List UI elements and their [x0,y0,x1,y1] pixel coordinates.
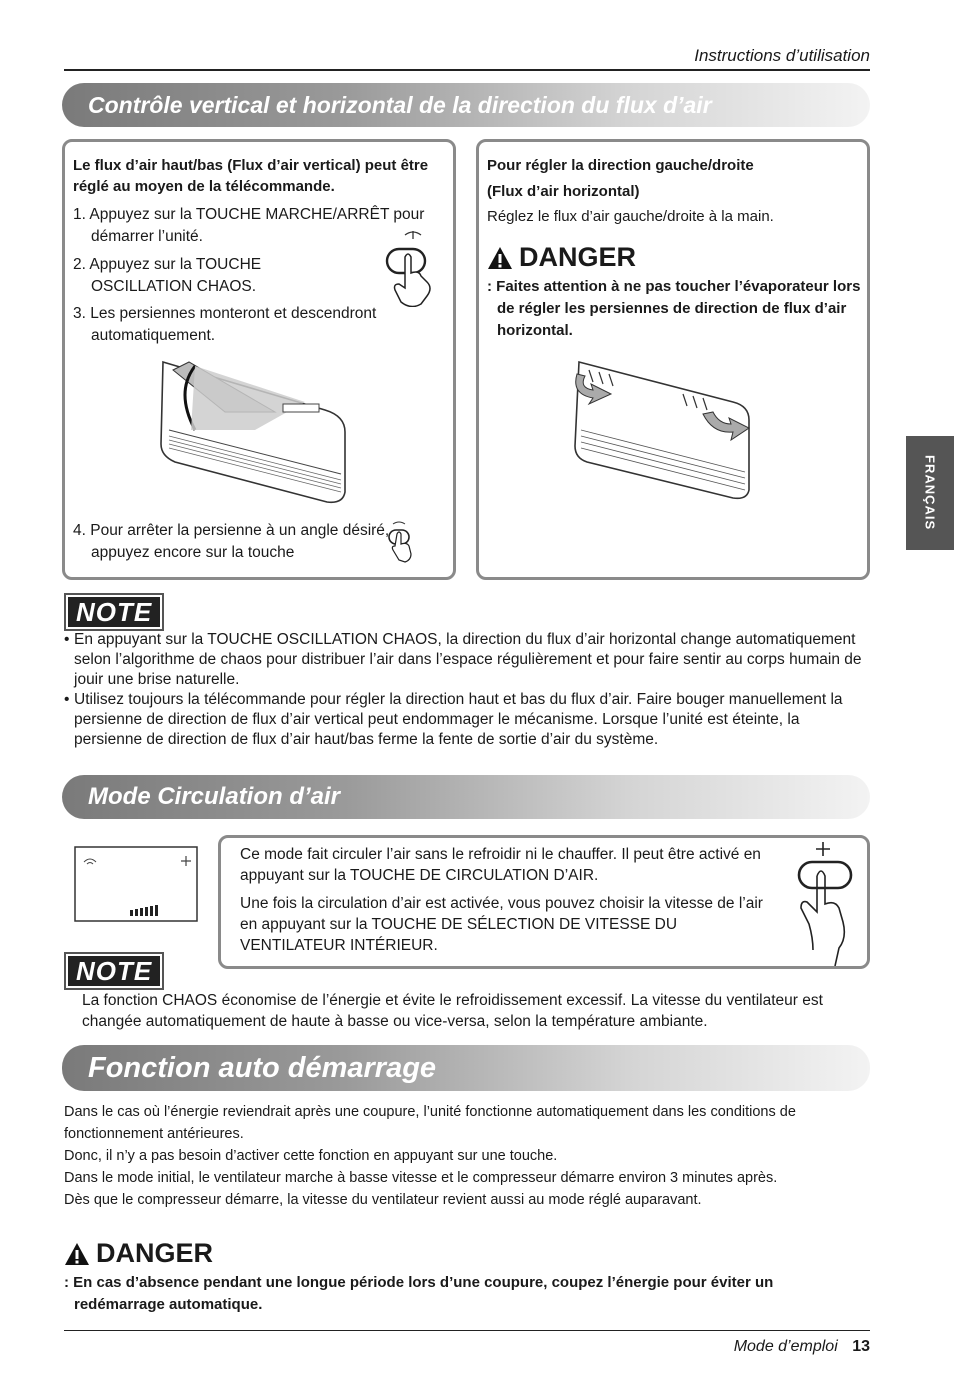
auto-restart-line: Dans le cas où l’énergie reviendrait après une coupure, l’unité fonctionne automatiquement dans les conditions de fonctionnement antérieures. [64,1104,796,1142]
danger-text: : Faites attention à ne pas toucher l’évaporateur lors de régler les persiennes de direction de flux d’air horizontal. [487,278,861,339]
auto-restart-text [64,1101,870,1211]
indoor-unit-horizontal-illustration [563,354,763,504]
footer [734,1338,870,1356]
language-tab: FRANÇAIS [906,436,954,550]
danger-label-2: DANGER [96,1238,214,1268]
step-3: 3. Les persiennes monteront et descendront automatiquement. [73,305,377,344]
step-2: 2. Appuyez sur la TOUCHE OSCILLATION CHAOS. [73,256,262,295]
warning-icon [487,246,513,270]
indoor-unit-vertical-swing-illustration [155,352,365,512]
vertical-airflow-box [62,139,456,580]
remote-display-illustration [74,846,198,922]
horizontal-heading-1: Pour régler la direction gauche/droite [487,157,754,174]
page-number: 13 [852,1338,870,1355]
vertical-airflow-intro: Le flux d’air haut/bas (Flux d’air vertical) peut être réglé au moyen de la télécommande. [73,157,429,195]
header-rule [64,69,870,71]
chaos-note: La fonction CHAOS économise de l’énergie et évite le refroidissement excessif. La vitesse du ventilateur est changée automatiquement de haute à basse ou vice-versa, selon la température ambiante. [82,992,823,1030]
swing-button-small-icon [385,520,425,564]
horizontal-text: Réglez le flux d’air gauche/droite à la main. [487,208,774,225]
danger-text-2: : En cas d’absence pendant une longue période lors d’une coupure, coupez l’énergie pour éviter un redémarrage automatique. [64,1274,774,1313]
danger-heading [487,242,636,273]
footer-label: Mode d’emploi [733,1338,838,1355]
note-list [64,630,870,750]
note-badge: NOTE [64,593,164,631]
step-4: 4. Pour arrêter la persienne à un angle désiré, appuyez encore sur la touche [73,522,390,561]
section-title-circulation: Mode Circulation d’air [62,775,870,819]
running-header: Instructions d’utilisation [694,46,870,65]
swing-button-hand-icon [383,227,445,307]
step-1: 1. Appuyez sur la TOUCHE MARCHE/ARRÊT pour démarrer l’unité. [73,206,425,245]
horizontal-heading-2: (Flux d’air horizontal) [487,183,640,200]
section-title-airflow: Contrôle vertical et horizontal de la direction du flux d’air [62,83,870,127]
auto-restart-line: Donc, il n’y a pas besoin d’activer cette fonction en appuyant sur une touche. [64,1148,558,1164]
danger-label: DANGER [519,242,637,272]
circulation-para-1: Ce mode fait circuler l’air sans le refroidir ni le chauffer. Il peut être activé en appuyant sur la TOUCHE DE CIRCULATION D’AIR. [240,846,761,884]
horizontal-airflow-box [476,139,870,580]
note-badge-2: NOTE [64,952,164,990]
danger-heading-2 [64,1238,213,1269]
section-title-auto-restart: Fonction auto démarrage [62,1045,870,1091]
circulation-box [218,835,870,969]
footer-rule [64,1330,870,1331]
note-item: • Utilisez toujours la télécommande pour régler la direction haut et bas du flux d’air. Faire bouger manuellement la persienne de direction de flux d’air vertical peut endommager le mécanisme. Lorsque l’unité est éteinte, la persienne de direction de flux d’air haut/bas ferme la fente de sortie d’air du système. [64,690,870,750]
circulation-para-2: Une fois la circulation d’air est activée, vous pouvez choisir la vitesse de l’air en appuyant sur la TOUCHE DE SÉLECTION DE VITESSE DU VENTILATEUR INTÉRIEUR. [240,895,763,954]
auto-restart-line: Dès que le compresseur démarre, la vitesse du ventilateur revient aussi au mode réglé auparavant. [64,1192,702,1208]
note-item: • En appuyant sur la TOUCHE OSCILLATION CHAOS, la direction du flux d’air horizontal change automatiquement selon l’algorithme de chaos pour distribuer l’air dans l’espace régulièrement et pour faire sentir au corps humain de jouir une brise naturelle. [64,630,870,690]
fan-button-hand-icon [793,840,859,966]
warning-icon [64,1242,90,1266]
auto-restart-line: Dans le mode initial, le ventilateur marche à basse vitesse et le compresseur démarre environ 3 minutes après. [64,1170,778,1186]
